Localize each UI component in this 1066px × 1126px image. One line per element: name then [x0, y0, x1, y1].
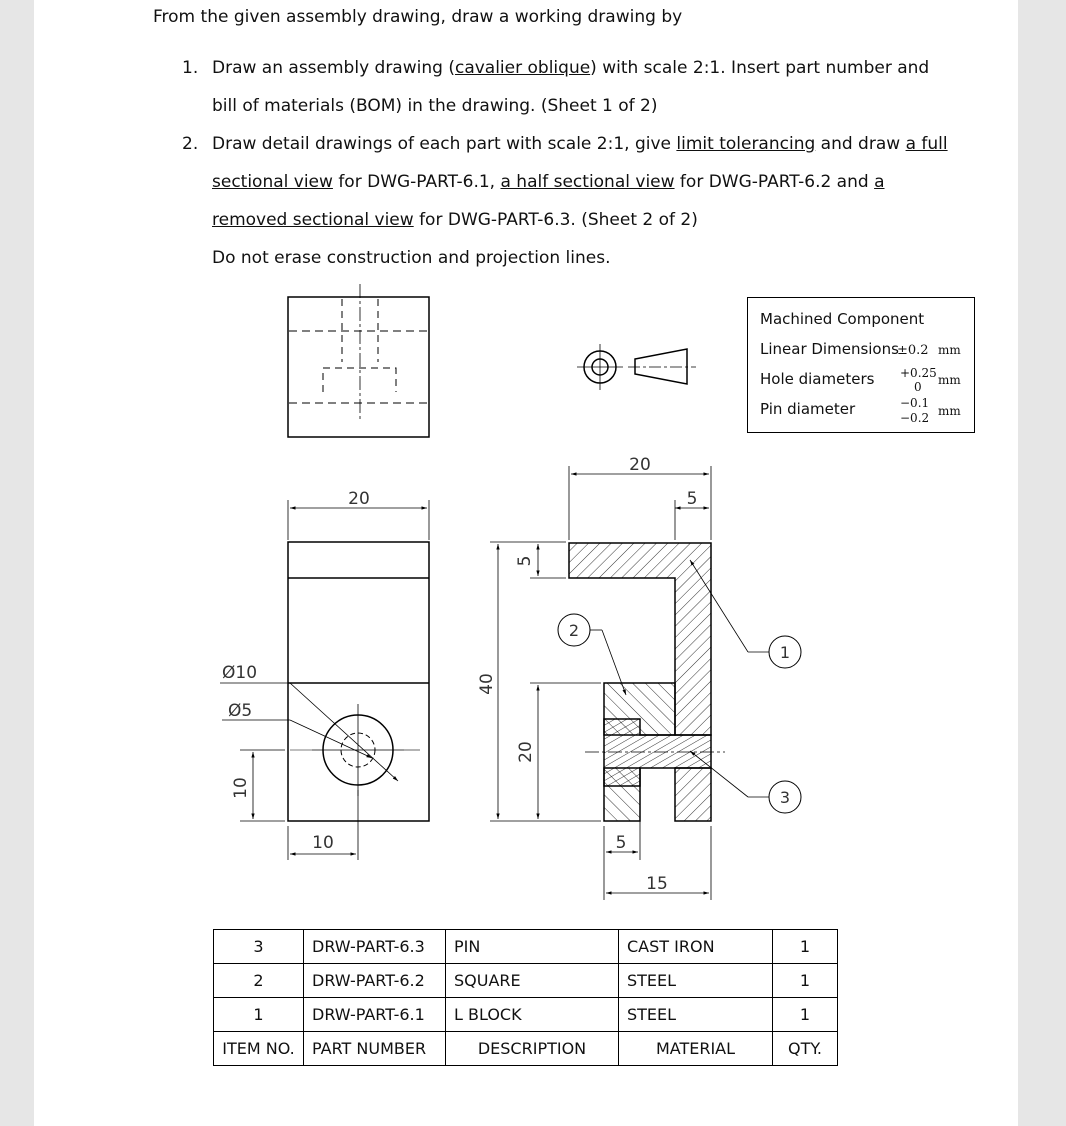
- item-2-line-3: removed sectional view for DWG-PART-6.3. (Sheet 2 of 2): [212, 210, 698, 230]
- dim-front-hole-big: Ø10: [222, 663, 258, 683]
- bom-description: L BLOCK: [446, 998, 619, 1032]
- dim-front-hole-small: Ø5: [228, 701, 253, 721]
- dim-side-bottom-small: 5: [615, 833, 627, 853]
- bom-row: [214, 930, 838, 964]
- bom-row: [214, 998, 838, 1032]
- top-view: [288, 284, 429, 437]
- tolerance-hole-unit: mm: [938, 373, 961, 387]
- item-2-line-4: Do not erase construction and projection lines.: [212, 248, 611, 268]
- item-2-number: 2.: [182, 134, 199, 154]
- item-1-line-1: Draw an assembly drawing (cavalier oblique) with scale 2:1. Insert part number and: [212, 58, 930, 78]
- balloon-3-label: 3: [779, 788, 791, 807]
- side-section-view: [569, 543, 725, 821]
- dim-side-height: 40: [477, 673, 497, 695]
- dim-side-slot: 5: [515, 555, 535, 567]
- tolerance-hole-lower: 0: [914, 380, 922, 394]
- dim-front-hole-height: 10: [231, 777, 251, 799]
- item-2-line-1: Draw detail drawings of each part with scale 2:1, give limit tolerancing and draw a full: [212, 134, 948, 154]
- tolerance-hole-upper: +0.25: [900, 366, 937, 380]
- tolerance-table: [747, 297, 975, 433]
- bom-header-item-no: ITEM NO.: [214, 1032, 304, 1066]
- bom-row: [214, 964, 838, 998]
- balloon-2-label: 2: [568, 621, 580, 640]
- bom-item-no: 2: [214, 964, 304, 998]
- tolerance-hole-label: Hole diameters: [760, 370, 875, 388]
- bom-material: STEEL: [619, 998, 773, 1032]
- projection-symbol: [577, 344, 696, 390]
- bom-item-no: 3: [214, 930, 304, 964]
- bom-qty: 1: [773, 930, 838, 964]
- bom-header-part-number: PART NUMBER: [304, 1032, 446, 1066]
- tolerance-pin-lower: −0.2: [900, 411, 930, 425]
- dim-front-hole-offset: 10: [312, 833, 334, 853]
- bom-header-qty: QTY.: [773, 1032, 838, 1066]
- tolerance-linear-label: Linear Dimensions: [760, 340, 899, 358]
- tolerance-title: Machined Component: [760, 310, 925, 328]
- bom-part-number: DRW-PART-6.1: [304, 998, 446, 1032]
- dim-side-width: 20: [629, 455, 651, 475]
- bom-qty: 1: [773, 998, 838, 1032]
- bill-of-materials: [213, 929, 838, 1066]
- bom-description: SQUARE: [446, 964, 619, 998]
- bom-material: CAST IRON: [619, 930, 773, 964]
- tolerance-pin-label: Pin diameter: [760, 400, 856, 418]
- item-1-line-2: bill of materials (BOM) in the drawing. (Sheet 1 of 2): [212, 96, 658, 116]
- bom-header-description: DESCRIPTION: [446, 1032, 619, 1066]
- dim-side-bottom: 15: [646, 874, 668, 894]
- bom-part-number: DRW-PART-6.3: [304, 930, 446, 964]
- bom-qty: 1: [773, 964, 838, 998]
- tolerance-pin-upper: −0.1: [900, 396, 930, 410]
- bom-description: PIN: [446, 930, 619, 964]
- front-view: [288, 542, 429, 821]
- bom-part-number: DRW-PART-6.2: [304, 964, 446, 998]
- tolerance-linear-value: ±0.2: [897, 343, 929, 358]
- intro-text: From the given assembly drawing, draw a working drawing by: [153, 7, 683, 27]
- item-2-line-2: sectional view for DWG-PART-6.1, a half sectional view for DWG-PART-6.2 and a: [212, 172, 885, 192]
- dim-side-lower: 20: [516, 741, 536, 763]
- bom-header-material: MATERIAL: [619, 1032, 773, 1066]
- bom-item-no: 1: [214, 998, 304, 1032]
- balloon-1-label: 1: [779, 643, 791, 662]
- tolerance-pin-unit: mm: [938, 404, 961, 418]
- bom-header-row: [214, 1032, 838, 1066]
- dim-side-top: 5: [686, 489, 698, 509]
- item-1-number: 1.: [182, 58, 199, 78]
- bom-material: STEEL: [619, 964, 773, 998]
- dim-front-width: 20: [348, 489, 370, 509]
- tolerance-linear-unit: mm: [938, 343, 961, 357]
